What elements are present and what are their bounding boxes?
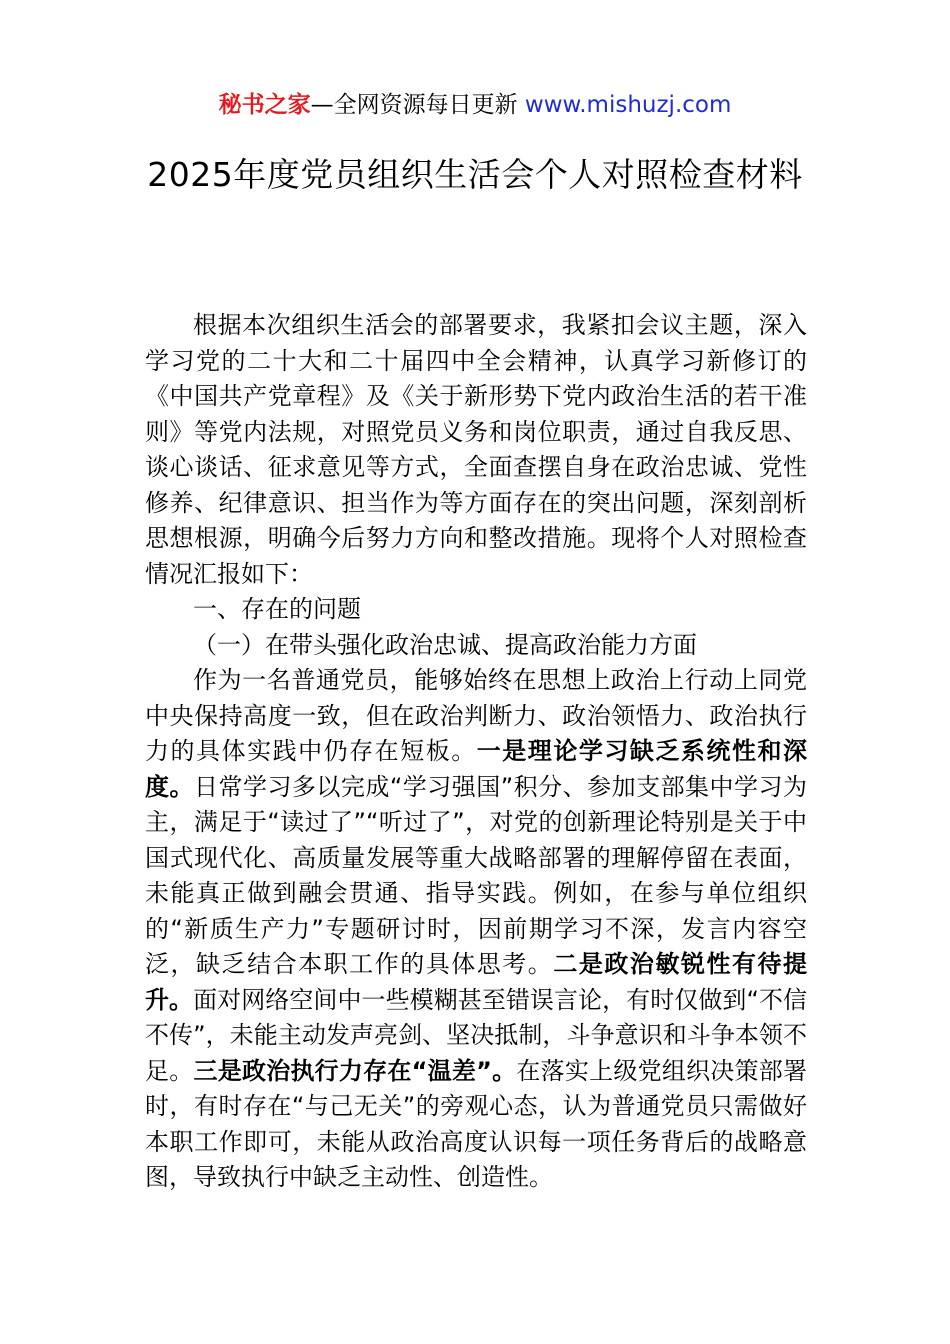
paragraph-text: 作为一名普通党员，能够始终在思想上政治上行动上同党中央保持高度一致，但在政治判断力、政治领悟力、政治执行力的具体实践中仍存在短板。 [145, 666, 807, 765]
site-header [0, 88, 950, 122]
paragraph-text: 在落实上级党组织决策部署时，有时存在“与己无关”的旁观心态，认为普通党员只需做好本职工作即可，未能从政治高度认识每一项任务背后的战略意图，导致执行中缺乏主动性、创造性。 [145, 1056, 808, 1191]
intro-paragraph: 根据本次组织生活会的部署要求，我紧扣会议主题，深入学习党的二十大和二十届四中全会精神，认真学习新修订的《中国共产党章程》及《关于新形势下党内政治生活的若干准则》等党内法规，对照党员义务和岗位职责，通过自我反思、谈心谈话、征求意见等方式，全面查摆自身在政治忠诚、党性修养、纪律意识、担当作为等方面存在的突出问题，深刻剖析思想根源，明确今后努力方向和整改措施。现将个人对照检查情况汇报如下： [145, 311, 807, 588]
body-paragraph [145, 663, 807, 1196]
document-body [145, 308, 807, 1196]
bold-point-3: 三是政治执行力存在“温差”。 [193, 1056, 517, 1085]
section-heading: 一、存在的问题 [193, 595, 361, 623]
bold-point-2: 二是政治敏锐性有待提升。 [145, 950, 808, 1014]
document-title: 2025年度党员组织生活会个人对照检查材料 [147, 155, 803, 194]
site-tagline: —全网资源每日更新 [310, 92, 518, 118]
site-brand: 秘书之家 [218, 92, 311, 118]
site-url-link[interactable]: www.mishuzj.com [524, 92, 732, 118]
paragraph-text: 日常学习多以完成“学习强国”积分、参加支部集中学习为主，满足于“读过了”“听过了”，对党的创新理论特别是关于中国式现代化、高质量发展等重大战略部署的理解停留在表面，未能真正做到融会贯通、指导实践。例如，在参与单位组织的“新质生产力”专题研讨时，因前期学习不深，发言内容空泛，缺乏结合本职工作的具体思考。 [145, 772, 808, 978]
subsection-heading: （一）在带头强化政治忠诚、提高政治能力方面 [193, 630, 697, 659]
paragraph-text: 面对网络空间中一些模糊甚至错误言论，有时仅做到“不信不传”，未能主动发声亮剑、坚决抵制，斗争意识和斗争本领不足。 [145, 985, 808, 1085]
bold-point-1: 一是理论学习缺乏系统性和深度。 [145, 737, 808, 801]
